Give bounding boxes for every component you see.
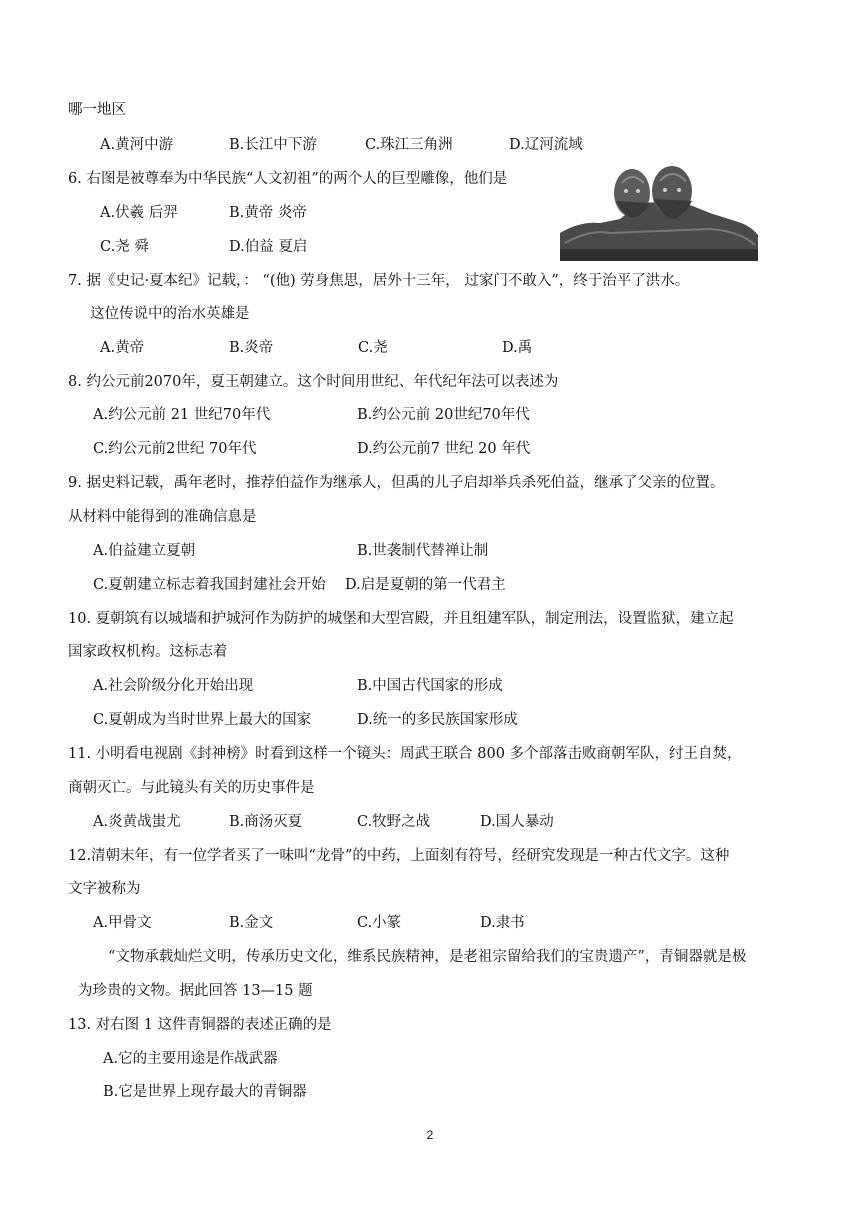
q12-option-d: D.隶书 (480, 915, 525, 931)
q6-option-a: A.伏羲 后羿 (100, 205, 178, 221)
q6-option-d: D.伯益 夏启 (229, 239, 308, 255)
q7-option-c: C.尧 (358, 340, 388, 356)
q9-option-c: C.夏朝建立标志着我国封建社会开始 (93, 577, 326, 593)
q6-option-b: B.黄帝 炎帝 (229, 205, 307, 221)
q7-option-d: D.禹 (502, 340, 533, 356)
q7-stem-cont: 这位传说中的治水英雄是 (90, 306, 250, 322)
q10-option-c: C.夏朝成为当时世界上最大的国家 (93, 712, 312, 728)
q12-option-b: B.金文 (229, 915, 274, 931)
q7-option-a: A.黄帝 (100, 340, 145, 356)
q10-stem-cont: 国家政权机构。这标志着 (68, 644, 228, 660)
q13-option-a: A.它的主要用途是作战武器 (103, 1051, 278, 1067)
q6-option-c: C.尧 舜 (100, 239, 149, 255)
q8-stem: 8. 约公元前2070年，夏王朝建立。这个时间用世纪、年代纪年法可以表述为 (68, 374, 559, 390)
q9-stem-cont: 从材料中能得到的准确信息是 (68, 509, 257, 525)
q9-option-b: B.世袭制代替禅让制 (357, 543, 489, 559)
q5-stem-tail: 哪一地区 (68, 102, 126, 118)
q11-option-b: B.商汤灭夏 (229, 814, 303, 830)
q13-option-b: B.它是世界上现存最大的青铜器 (103, 1084, 307, 1100)
q8-option-a: A.约公元前 21 世纪70年代 (93, 407, 271, 423)
q11-option-c: C.牧野之战 (357, 814, 431, 830)
q5-option-a: A.黄河中游 (100, 137, 174, 153)
q10-option-d: D.统一的多民族国家形成 (357, 712, 518, 728)
passage-line-2: 为珍贵的文物。据此回答 13—15 题 (78, 983, 313, 999)
q5-option-d: D.辽河流域 (509, 137, 583, 153)
q12-stem: 12.清朝末年，有一位学者买了一味叫“龙骨”的中药，上面刻有符号，经研究发现是一种古代文字。这种 (68, 848, 730, 864)
q11-stem: 11. 小明看电视剧《封神榜》时看到这样一个镜头：周武王联合 800 多个部落击败商朝军队，纣王自焚， (68, 746, 742, 762)
q9-option-d: D.启是夏朝的第一代君主 (345, 577, 506, 593)
q11-option-a: A.炎黄战蚩尤 (93, 814, 181, 830)
passage-line-1: “文物承载灿烂文明，传承历史文化，维系民族精神，是老祖宗留给我们的宝贵遗产”，青铜器就是极 (108, 949, 747, 965)
q10-option-a: A.社会阶级分化开始出现 (93, 678, 254, 694)
q11-stem-cont: 商朝灭亡。与此镜头有关的历史事件是 (68, 780, 315, 796)
q12-option-a: A.甲骨文 (93, 915, 152, 931)
q9-option-a: A.伯益建立夏朝 (93, 543, 196, 559)
q8-option-b: B.约公元前 20世纪70年代 (357, 407, 530, 423)
q5-option-c: C.珠江三角洲 (365, 137, 453, 153)
q10-stem: 10. 夏朝筑有以城墙和护城河作为防护的城堡和大型宫殿，并且组建军队，制定刑法，设置监狱，建立起 (68, 611, 734, 627)
q12-stem-cont: 文字被称为 (68, 881, 141, 897)
q8-option-d: D.约公元前7 世纪 20 年代 (357, 441, 531, 457)
q7-option-b: B.炎帝 (229, 340, 274, 356)
q13-stem: 13. 对右图 1 这件青铜器的表述正确的是 (68, 1017, 332, 1033)
q6-stem: 6. 右图是被尊奉为中华民族“人文初祖”的两个人的巨型雕像，他们是 (68, 171, 508, 187)
q8-option-c: C.约公元前2世纪 70年代 (93, 441, 257, 457)
q7-stem: 7. 据《史记·夏本纪》记载，： “(他) 劳身焦思，居外十三年， 过家门不敢入”，终于治平了洪水。 (68, 273, 690, 289)
page-number: 2 (426, 1128, 434, 1142)
twin-emperor-statue-image (560, 163, 758, 261)
q12-option-c: C.小篆 (357, 915, 402, 931)
q11-option-d: D.国人暴动 (480, 814, 554, 830)
q10-option-b: B.中国古代国家的形成 (357, 678, 503, 694)
q9-stem: 9. 据史料记载，禹年老时，推荐伯益作为继承人，但禹的儿子启却举兵杀死伯益，继承了父亲的位置。 (68, 475, 725, 491)
q5-option-b: B.长江中下游 (229, 137, 317, 153)
